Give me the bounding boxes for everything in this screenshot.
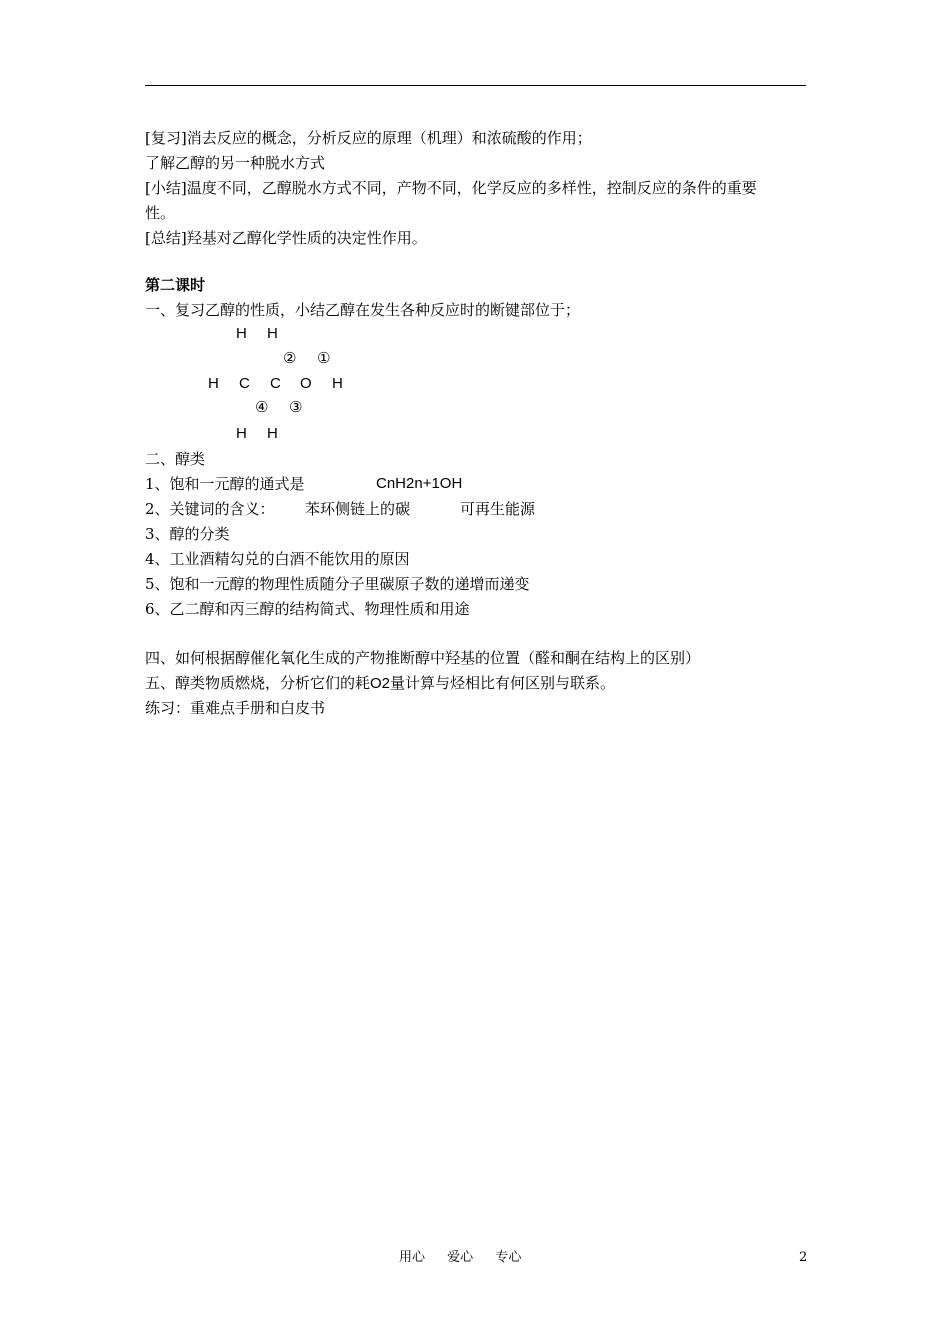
header-rule: [145, 85, 806, 86]
summary-line-1: [小结]温度不同，乙醇脱水方式不同，产物不同，化学反应的多样性，控制反应的条件的重要: [145, 179, 757, 197]
general-formula: CnH2n+1OH: [376, 475, 463, 492]
bond-mark-2: ②: [283, 350, 297, 367]
section5-line: [145, 673, 615, 694]
atom-h: H: [332, 375, 343, 392]
footer-word: 爱心: [447, 1250, 474, 1265]
section2-item6: 6、乙二醇和丙三醇的结构简式、物理性质和用途: [145, 600, 470, 618]
conclusion-line: [总结]羟基对乙醇化学性质的决定性作用。: [145, 229, 427, 247]
practice-line: 练习：重难点手册和白皮书: [145, 699, 326, 717]
item2-term-benzene-side-chain: 苯环侧链上的碳: [305, 500, 411, 518]
atom-h: H: [236, 325, 247, 342]
bond-mark-4: ④: [255, 399, 269, 416]
item2-term-renewable-energy: 可再生能源: [460, 500, 536, 518]
section2-item4: 4、工业酒精勾兑的白酒不能饮用的原因: [145, 550, 410, 568]
section2-item3: 3、醇的分类: [145, 525, 230, 543]
lesson2-heading: 第二课时: [145, 276, 206, 294]
understand-line: 了解乙醇的另一种脱水方式: [145, 154, 326, 172]
section2-item2: [145, 499, 536, 519]
atom-h: H: [267, 425, 278, 442]
footer-word: 专心: [495, 1250, 522, 1265]
footer-word: 用心: [399, 1250, 426, 1265]
bond-mark-1: ①: [317, 350, 331, 367]
section5-prefix: 五、醇类物质燃烧，分析它们的耗: [145, 674, 371, 692]
section2-item5: 5、饱和一元醇的物理性质随分子里碳原子数的递增而递变: [145, 575, 530, 593]
bond-mark-3: ③: [289, 399, 303, 416]
section2-title: 二、醇类: [145, 450, 206, 468]
section5-suffix: 量计算与烃相比有何区别与联系。: [390, 674, 616, 692]
lesson2-item1: 一、复习乙醇的性质，小结乙醇在发生各种反应时的断键部位于；: [145, 301, 581, 319]
section5-formula: O2: [370, 675, 391, 692]
footer-slogan: [399, 1249, 539, 1267]
item2-label: 2、关键词的含义：: [145, 500, 275, 518]
atom-h: H: [208, 375, 219, 392]
page-number: 2: [799, 1250, 808, 1265]
section2-item1: [145, 474, 463, 494]
section4-line: 四、如何根据醇催化氧化生成的产物推断醇中羟基的位置（醛和酮在结构上的区别）: [145, 649, 701, 667]
atom-h: H: [267, 325, 278, 342]
item1-label: 1、饱和一元醇的通式是: [145, 475, 305, 493]
atom-o: O: [300, 375, 312, 392]
atom-c: C: [239, 375, 250, 392]
atom-c: C: [270, 375, 281, 392]
summary-line-2: 性。: [145, 204, 176, 222]
atom-h: H: [236, 425, 247, 442]
review-line: [复习]消去反应的概念，分析反应的原理（机理）和浓硫酸的作用；: [145, 129, 592, 147]
